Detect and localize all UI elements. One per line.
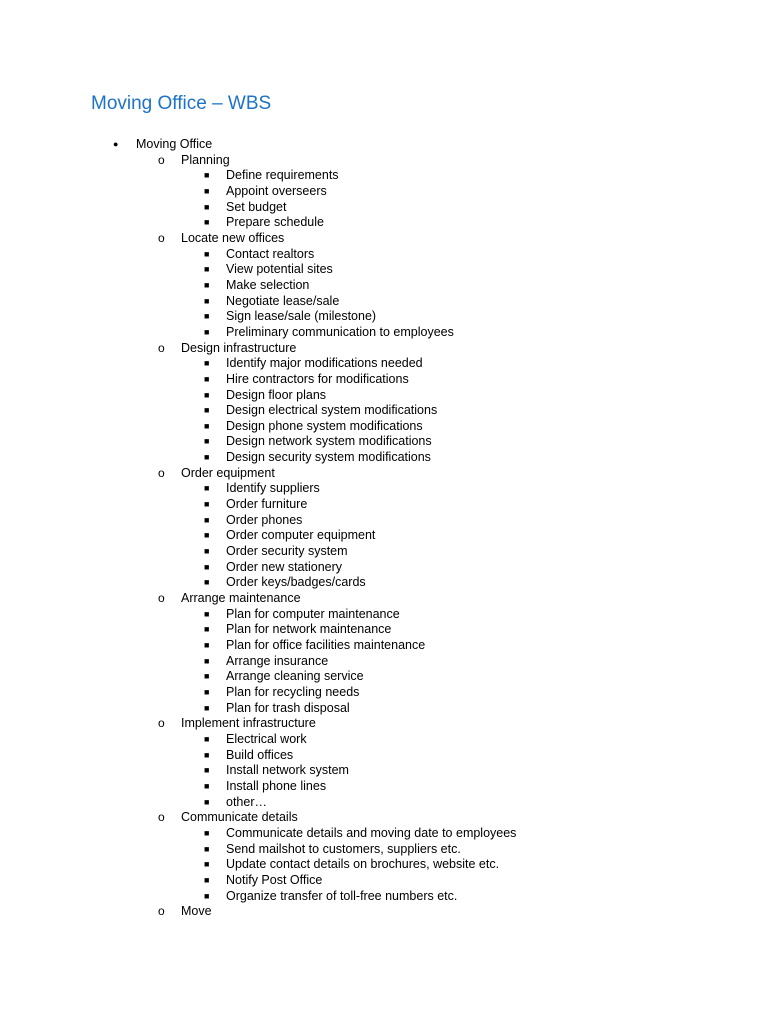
outline-item-level-3: [0, 685, 768, 701]
outline-item-text: Hire contractors for modifications: [226, 371, 409, 386]
outline-item-level-3: [0, 873, 768, 889]
outline-item-text: Organize transfer of toll-free numbers etc.: [226, 888, 458, 903]
bullet-square-icon: ■: [204, 311, 210, 322]
outline-item-text: Prepare schedule: [226, 215, 324, 230]
bullet-circle-icon: o: [158, 230, 165, 245]
bullet-square-icon: ■: [204, 671, 210, 682]
outline-item-text: Design security system modifications: [226, 450, 431, 465]
outline-item-level-3: [0, 372, 768, 388]
page-title: Moving Office – WBS: [91, 93, 272, 114]
outline-item-text: Appoint overseers: [226, 183, 327, 198]
bullet-square-icon: ■: [204, 170, 210, 181]
outline-item-text: Install phone lines: [226, 778, 327, 793]
bullet-square-icon: ■: [204, 655, 210, 666]
bullet-square-icon: ■: [204, 436, 210, 447]
outline-item-level-3: [0, 732, 768, 748]
outline-item-text: Order equipment: [181, 465, 275, 480]
bullet-square-icon: ■: [204, 640, 210, 650]
outline-item-level-3: [0, 419, 768, 435]
outline-item-level-2: [0, 231, 768, 247]
outline-item-level-3: [0, 388, 768, 404]
outline-item-text: Design phone system modifications: [226, 418, 423, 433]
outline-item-text: Arrange cleaning service: [226, 669, 364, 684]
outline-item-text: Electrical work: [226, 731, 307, 746]
outline-item-text: Plan for computer maintenance: [226, 606, 400, 621]
bullet-square-icon: ■: [204, 185, 210, 196]
outline-item-level-3: [0, 560, 768, 576]
outline-item-level-3: [0, 434, 768, 450]
outline-item-text: Order computer equipment: [226, 528, 376, 543]
bullet-square-icon: ■: [204, 483, 210, 494]
outline-item-level-2: [0, 341, 768, 357]
outline-item-level-3: [0, 842, 768, 858]
outline-item-level-2: [0, 810, 768, 826]
outline-item-text: Identify major modifications needed: [226, 356, 423, 371]
bullet-square-icon: ■: [204, 295, 210, 306]
bullet-square-icon: ■: [204, 373, 210, 384]
bullet-square-icon: ■: [204, 530, 210, 541]
outline-item-level-3: [0, 654, 768, 670]
bullet-square-icon: ■: [204, 279, 210, 290]
bullet-dot-icon: ●: [113, 139, 119, 149]
outline-item-level-2: [0, 591, 768, 607]
outline-item-text: Install network system: [226, 763, 349, 778]
outline-item-level-3: [0, 669, 768, 685]
outline-item-level-3: [0, 325, 768, 341]
outline-item-level-3: [0, 247, 768, 263]
bullet-square-icon: ■: [204, 686, 210, 697]
outline-item-level-3: [0, 356, 768, 372]
bullet-square-icon: ■: [204, 217, 210, 228]
outline-item-level-3: [0, 826, 768, 842]
outline-item-text: Move: [181, 904, 212, 919]
bullet-square-icon: ■: [204, 405, 210, 416]
outline-item-text: Identify suppliers: [226, 481, 320, 496]
bullet-circle-icon: o: [158, 591, 165, 606]
outline-item-level-2: [0, 716, 768, 732]
outline-item-text: Communicate details: [181, 810, 298, 825]
bullet-square-icon: ■: [204, 326, 210, 337]
bullet-square-icon: ■: [204, 827, 210, 838]
bullet-circle-icon: o: [158, 340, 165, 355]
outline-item-text: Design floor plans: [226, 387, 327, 402]
outline-item-level-3: [0, 184, 768, 200]
outline-item-text: Notify Post Office: [226, 872, 323, 887]
outline-item-level-3: [0, 763, 768, 779]
outline-item-text: Sign lease/sale (milestone): [226, 309, 377, 324]
outline-item-level-3: [0, 795, 768, 811]
outline-item-level-3: [0, 622, 768, 638]
outline-item-level-3: [0, 481, 768, 497]
outline-item-text: Plan for trash disposal: [226, 700, 350, 715]
outline-item-text: Design electrical system modifications: [226, 403, 438, 418]
outline-item-text: Arrange insurance: [226, 653, 329, 668]
outline-item-text: Plan for network maintenance: [226, 622, 392, 637]
outline-item-level-3: [0, 701, 768, 717]
outline-item-text: Implement infrastructure: [181, 716, 316, 731]
outline-item-text: other…: [226, 794, 267, 809]
outline-item-text: Preliminary communication to employees: [226, 324, 454, 339]
bullet-square-icon: ■: [204, 358, 210, 369]
bullet-square-icon: ■: [204, 608, 210, 619]
bullet-square-icon: ■: [204, 201, 210, 212]
outline-item-text: Send mailshot to customers, suppliers etc.: [226, 841, 461, 856]
outline-item-level-3: [0, 262, 768, 278]
outline-item-level-3: [0, 638, 768, 654]
outline-item-text: Plan for office facilities maintenance: [226, 638, 426, 652]
outline-item-text: Communicate details and moving date to employees: [226, 825, 517, 840]
outline-item-level-3: [0, 450, 768, 466]
outline-item-text: Set budget: [226, 199, 287, 214]
outline-item-text: Arrange maintenance: [181, 591, 301, 606]
bullet-square-icon: ■: [204, 264, 210, 275]
outline-item-level-2: [0, 466, 768, 482]
outline-item-text: Design infrastructure: [181, 340, 297, 355]
outline-item-text: Contact realtors: [226, 246, 315, 261]
bullet-square-icon: ■: [204, 874, 210, 885]
bullet-square-icon: ■: [204, 389, 210, 400]
outline-item-text: Order phones: [226, 512, 303, 527]
outline-item-level-3: [0, 215, 768, 231]
bullet-circle-icon: o: [158, 465, 165, 480]
bullet-square-icon: ■: [204, 514, 210, 525]
outline-item-text: Design network system modifications: [226, 434, 432, 449]
outline-item-text: Locate new offices: [181, 230, 285, 245]
bullet-square-icon: ■: [204, 796, 210, 807]
bullet-square-icon: ■: [204, 843, 210, 854]
bullet-square-icon: ■: [204, 859, 210, 870]
outline-item-text: Negotiate lease/sale: [226, 293, 340, 308]
bullet-square-icon: ■: [204, 890, 210, 901]
bullet-square-icon: ■: [204, 248, 210, 259]
outline-item-text: View potential sites: [226, 262, 333, 277]
outline-item-text: Order security system: [226, 544, 348, 559]
bullet-square-icon: ■: [204, 420, 210, 431]
outline-item-level-3: [0, 607, 768, 623]
outline-item-text: Build offices: [226, 747, 294, 762]
outline-item-level-3: [0, 168, 768, 184]
outline-item-level-1: [0, 137, 768, 153]
bullet-square-icon: ■: [204, 780, 210, 791]
outline-item-level-3: [0, 575, 768, 591]
bullet-circle-icon: o: [158, 716, 165, 731]
outline-item-text: Plan for recycling needs: [226, 684, 360, 699]
outline-item-text: Define requirements: [226, 168, 339, 183]
outline-item-level-3: [0, 513, 768, 529]
outline-item-text: Order new stationery: [226, 559, 343, 574]
outline-item-level-3: [0, 278, 768, 294]
outline-item-level-3: [0, 889, 768, 905]
bullet-square-icon: ■: [204, 702, 210, 713]
outline-item-level-3: [0, 200, 768, 216]
outline-item-text: Planning: [181, 152, 230, 167]
bullet-circle-icon: o: [158, 810, 165, 825]
bullet-square-icon: ■: [204, 624, 210, 635]
outline-item-level-3: [0, 294, 768, 310]
outline-item-level-3: [0, 528, 768, 544]
outline-item-level-2: [0, 904, 768, 920]
bullet-square-icon: ■: [204, 765, 210, 776]
bullet-square-icon: ■: [204, 749, 210, 760]
bullet-square-icon: ■: [204, 499, 210, 510]
outline-item-level-3: [0, 403, 768, 419]
outline-item-text: Make selection: [226, 277, 310, 292]
outline-item-level-3: [0, 748, 768, 764]
bullet-circle-icon: o: [158, 904, 165, 919]
wbs-outline: [0, 137, 768, 920]
outline-item-level-2: [0, 153, 768, 169]
outline-item-text: Order keys/badges/cards: [226, 575, 366, 590]
outline-item-level-3: [0, 544, 768, 560]
outline-item-text: Update contact details on brochures, website etc.: [226, 857, 500, 872]
bullet-square-icon: ■: [204, 546, 210, 557]
outline-item-text: Order furniture: [226, 497, 308, 512]
outline-item-level-3: [0, 497, 768, 513]
outline-item-level-3: [0, 309, 768, 325]
bullet-circle-icon: o: [158, 152, 165, 167]
bullet-square-icon: ■: [204, 452, 210, 463]
outline-item-text: Moving Office: [136, 137, 213, 151]
bullet-square-icon: ■: [204, 733, 210, 744]
outline-item-level-3: [0, 779, 768, 795]
outline-item-level-3: [0, 857, 768, 873]
bullet-square-icon: ■: [204, 561, 210, 572]
bullet-square-icon: ■: [204, 577, 210, 588]
